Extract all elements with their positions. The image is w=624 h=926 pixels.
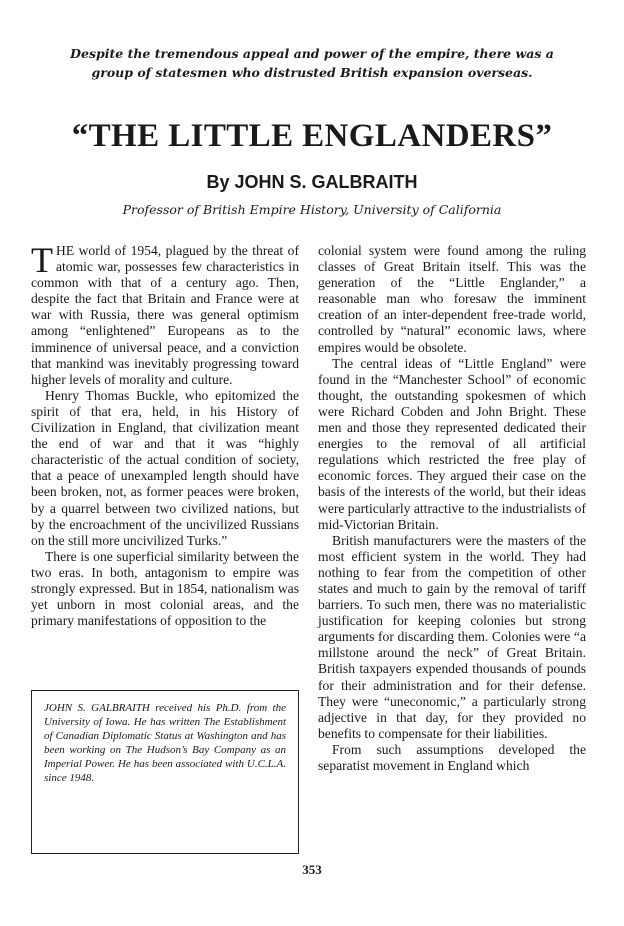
article-deck: Despite the tremendous appeal and power of the empire, there was a group of statesmen who distrusted British expansion overseas. xyxy=(70,46,554,80)
author-affiliation: Professor of British Empire History, University of California xyxy=(122,202,502,217)
page-number: 353 xyxy=(302,862,322,877)
author-byline: By JOHN S. GALBRAITH xyxy=(206,172,418,192)
paragraph-1-text: HE world of 1954, plagued by the threat of atomic war, possesses few characteristics in common with that of a century ago. Then, despite the fact that Britain and France were at war with Russia, there was general optimism among “enlightened” Europeans as to the imminence of universal peace, and a conviction that mankind was inevitably progressing toward higher levels of morality and culture. xyxy=(31,243,299,387)
paragraph-1 xyxy=(31,240,299,388)
paragraph-7: From such assumptions developed the separatist movement in England which xyxy=(318,741,586,773)
author-bio-box xyxy=(31,690,299,854)
article-title: “THE LITTLE ENGLANDERS” xyxy=(71,118,553,154)
left-column xyxy=(31,240,299,629)
right-column xyxy=(318,243,586,774)
paragraph-3: There is one superficial similarity between the two eras. In both, antagonism to empire was strongly expressed. But in 1854, nationalism was yet unborn in most colonial areas, and the primary manifestations of opposition to the xyxy=(31,548,299,629)
paragraph-4: colonial system were found among the ruling classes of Great Britain itself. This was the generation of the “Little Englander,” a reasonable man who foresaw the imminent creation of an inter-dependent free-trade world, controlled by “natural” economic laws, where empires would be obsolete. xyxy=(318,243,586,355)
paragraph-6: British manufacturers were the masters of the most efficient system in the world. They had nothing to fear from the competition of other states and much to gain by the removal of tariff barriers. To such men, there was no materialistic justification for keeping colonies but strong arguments for discarding them. Colonies were “a millstone around the neck” of Great Britain. British taxpayers expended thousands of pounds for their administration and for their defense. They were “uneconomic,” a particularly strong adjective in that day, for they provided no benefits to compensate for their liabilities. xyxy=(318,532,586,741)
paragraph-2: Henry Thomas Buckle, who epitomized the spirit of that era, held, in his History of Civilization in England, that civilization meant the end of war and that it was “highly characteristic of the actual condition of society, that a peace of unexampled length should have been broken, not, as former peaces were broken, by a quarrel between two civilized nations, but by the encroachment of the uncivilized Russians on the still more uncivilized Turks.” xyxy=(31,387,299,548)
drop-cap: T xyxy=(31,240,53,280)
author-bio-text: JOHN S. GALBRAITH received his Ph.D. from the University of Iowa. He has written The Establishment of Canadian Diplomatic Status at Washington and has been working on The Hudson’s Bay Company as an Imperial Power. He has been associated with U.C.L.A. since 1948. xyxy=(44,702,286,784)
paragraph-5: The central ideas of “Little England” were found in the “Manchester School” of economic thought, the outstanding spokesmen of which were Richard Cobden and John Bright. These men and those they represented dedicated their energies to the removal of all artificial regulations which restricted the free play of economic forces. They argued their case on the basis of the interests of the world, but their ideas were particularly attractive to the industrialists of mid-Victorian Britain. xyxy=(318,355,587,532)
